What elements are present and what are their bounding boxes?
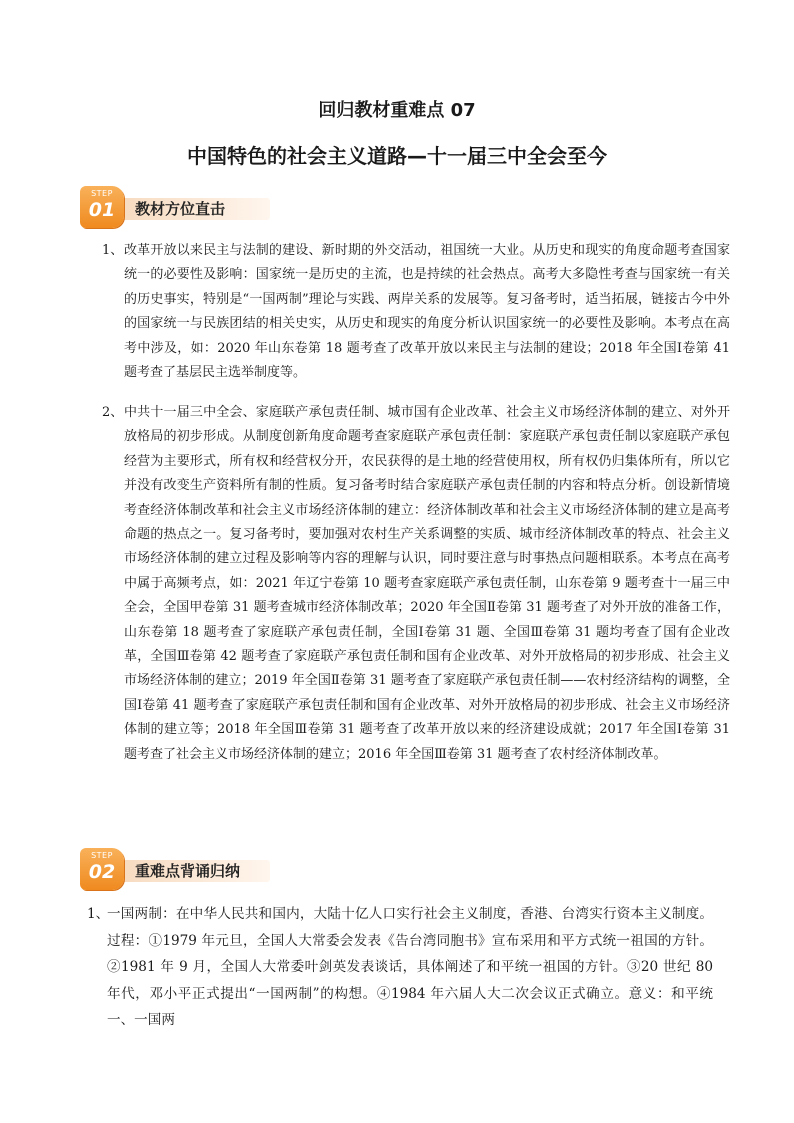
- step-01-badge: [80, 186, 124, 228]
- item-number: 1、: [87, 906, 110, 922]
- step-02-number: 02: [88, 861, 116, 883]
- document-subtitle: 中国特色的社会主义道路—十一届三中全会至今: [187, 144, 607, 168]
- section1-item-1: [102, 239, 730, 385]
- item-number: 1、: [102, 243, 124, 258]
- step-01-header: [80, 186, 270, 232]
- step-01-tag: STEP: [91, 189, 113, 198]
- step-02-header: [80, 848, 270, 894]
- item-text: 中共十一届三中全会、家庭联产承包责任制、城市国有企业改革、社会主义市场经济体制的建立、对外开放格局的初步形成。从制度创新角度命题考查家庭联产承包责任制：家庭联产承包责任制以家庭联产承包经营为主要形式，所有权和经营权分开，农民获得的是土地的经营使用权，所有权仍归集体所有，所以它并没有改变生产资料所有制的性质。复习备考时结合家庭联产承包责任制的内容和特点分析。创设新情境考查经济体制改革和社会主义市场经济体制的建立：经济体制改革和社会主义市场经济体制的建立是高考命题的热点之一。复习备考时，要加强对农村生产关系调整的实质、城市经济体制改革的特点、社会主义市场经济体制的建立过程及影响等内容的理解与认识，同时要注意与时事热点问题相联系。本考点在高考中属于高频考点，如：2021 年辽宁卷第 10 题考查家庭联产承包责任制，山东卷第 9 题考查十一届三中全会，全国甲卷第 31 题考查城市经济体制改革；2020 年全国Ⅱ卷第 31 题考查了对外开放的准备工作，山东卷第 18 题考查了家庭联产承包责任制，全国Ⅰ卷第 31 题、全国Ⅲ卷第 31 题均考查了国有企业改革，全国Ⅲ卷第 42 题考查了家庭联产承包责任制和国有企业改革、对外开放格局的初步形成、社会主义市场经济体制的建立；2019 年全国Ⅱ卷第 31 题考查了家庭联产承包责任制——农村经济结构的调整，全国Ⅰ卷第 41 题考查了家庭联产承包责任制和国有企业改革、对外开放格局的初步形成、社会主义市场经济体制的建立等；2018 年全国Ⅲ卷第 31 题考查了改革开放以来的经济建设成就；2017 年全国Ⅰ卷第 31 题考查了社会主义市场经济体制的建立；2016 年全国Ⅲ卷第 31 题考查了农村经济体制改革。: [124, 405, 730, 762]
- document-title: 回归教材重难点 07: [318, 100, 476, 121]
- section1-item-2: [102, 401, 730, 767]
- step-01-heading: 教材方位直击: [135, 200, 226, 218]
- item-text: 一国两制：在中华人民共和国内，大陆十亿人口实行社会主义制度，香港、台湾实行资本主义制度。过程：①1979 年元旦，全国人大常委会发表《告台湾同胞书》宣布采用和平方式统一祖国的方针。②1981 年 9 月，全国人大常委叶剑英发表谈话，具体阐述了和平统一祖国的方针。③20 世纪 80 年代，邓小平正式提出“一国两制”的构想。④1984 年六届人大二次会议正式确立。意义：和平统一、一国两: [107, 906, 713, 1029]
- step-02-heading: 重难点背诵归纳: [135, 862, 241, 880]
- section2-item-1: [87, 901, 713, 1034]
- item-text: 改革开放以来民主与法制的建设、新时期的外交活动，祖国统一大业。从历史和现实的角度命题考查国家统一的必要性及影响：国家统一是历史的主流，也是持续的社会热点。高考大多隐性考查与国家统一有关的历史事实，特别是“一国两制”理论与实践、两岸关系的发展等。复习备考时，适当拓展，链接古今中外的国家统一与民族团结的相关史实，从历史和现实的角度分析认识国家统一的必要性及影响。本考点在高考中涉及，如：2020 年山东卷第 18 题考查了改革开放以来民主与法制的建设；2018 年全国Ⅰ卷第 41 题考查了基层民主选举制度等。: [124, 243, 730, 381]
- step-01-number: 01: [88, 199, 116, 221]
- step-02-tag: STEP: [91, 851, 113, 860]
- item-number: 2、: [102, 405, 124, 420]
- step-02-badge: [80, 848, 124, 890]
